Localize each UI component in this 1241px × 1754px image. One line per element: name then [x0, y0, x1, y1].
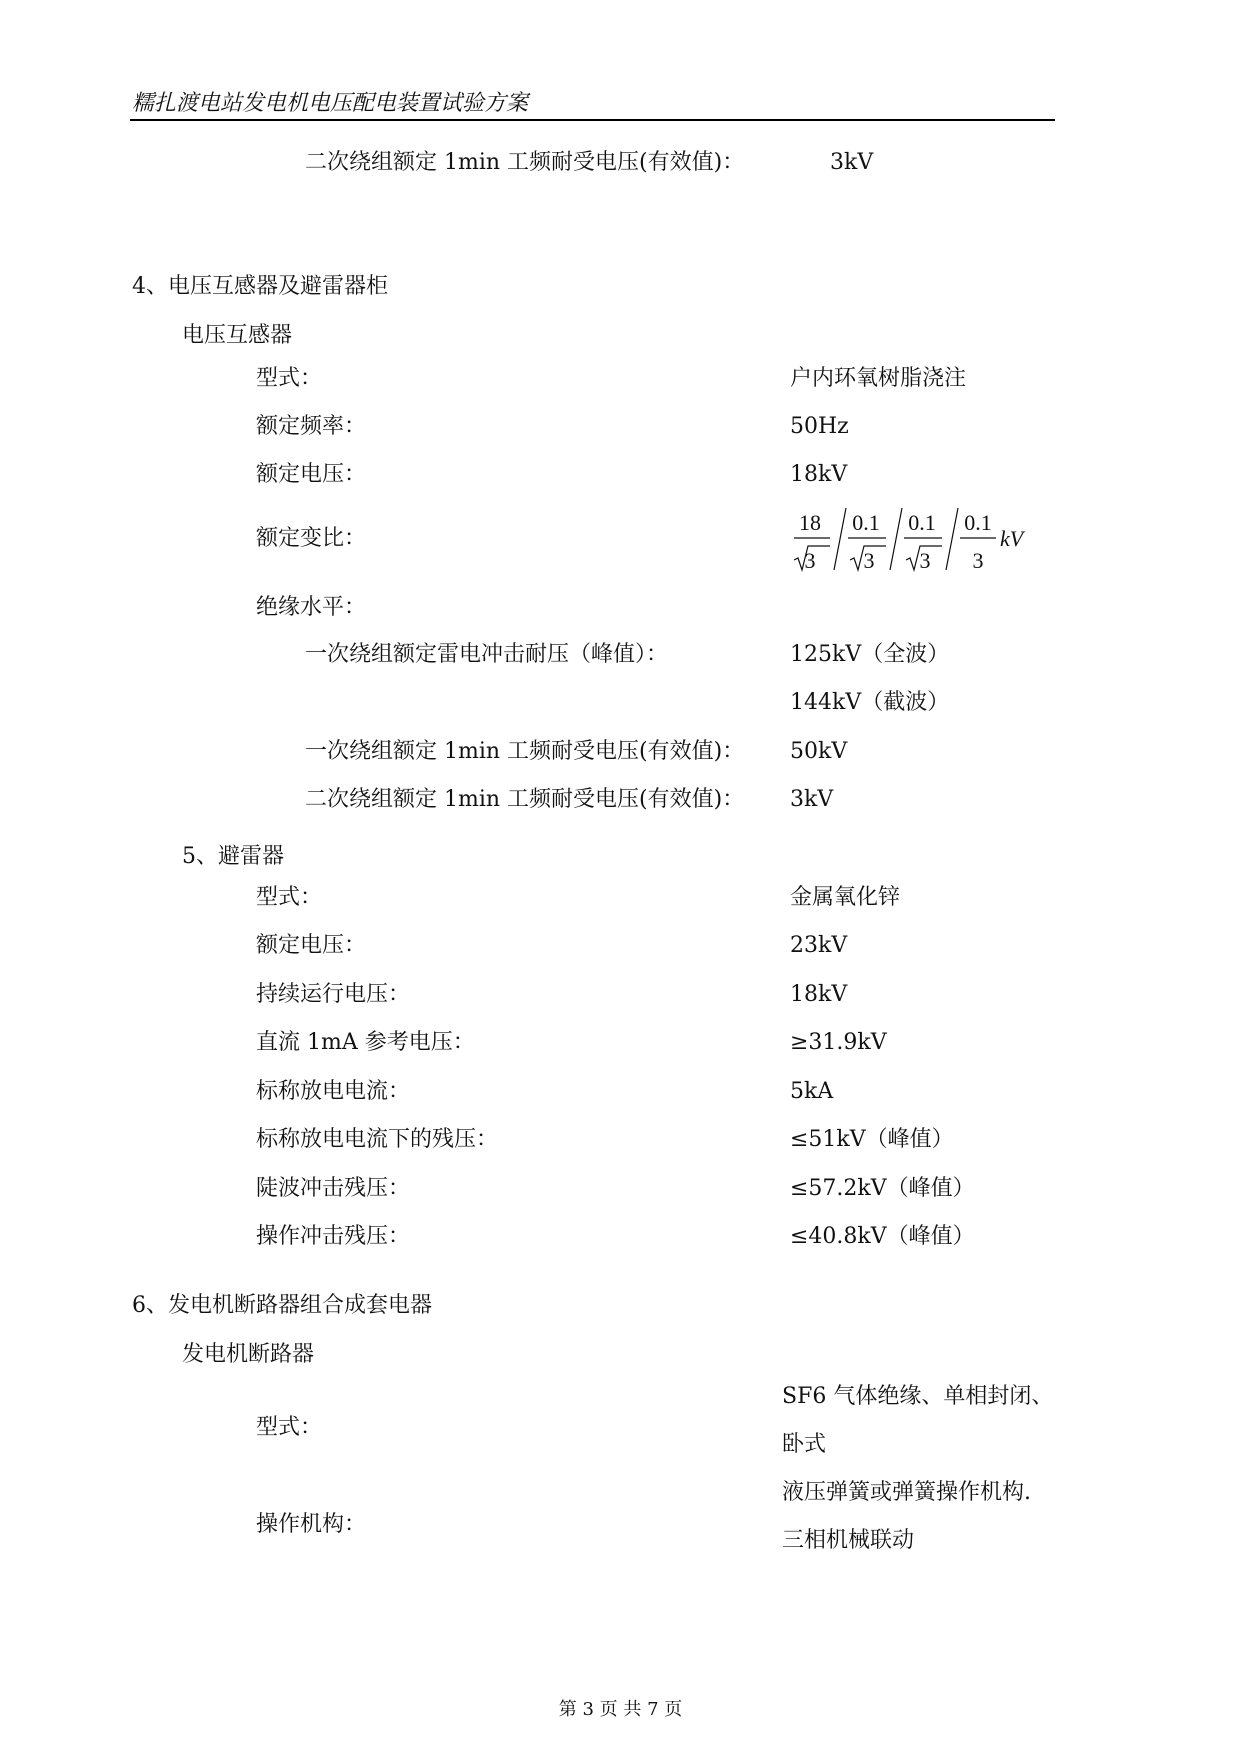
vt-type-value: 户内环氧树脂浇注: [790, 366, 967, 391]
arrester-row-label: 直流 1mA 参考电压：: [256, 1030, 475, 1055]
vt-lightning-label: 一次绕组额定雷电冲击耐压（峰值）：: [305, 642, 669, 667]
vt-lightning-chopped-value: 144kV（截波）: [790, 690, 950, 715]
svg-text:3: 3: [804, 548, 816, 573]
ratio-denominator-4: 3: [972, 548, 984, 573]
section-6-heading: 6、发电机断路器组合成套电器: [132, 1293, 432, 1318]
arrester-row-label: 陡波冲击残压：: [256, 1176, 411, 1201]
arrester-row-value: 23kV: [790, 933, 848, 958]
svg-text:3: 3: [863, 548, 875, 573]
breaker-type-value-line1: SF6 气体绝缘、单相封闭、: [782, 1384, 1054, 1409]
page-footer: 第 3 页 共 7 页: [558, 1699, 683, 1720]
ratio-numerator-1: 18: [799, 510, 821, 535]
ratio-numerator-4: 0.1: [964, 510, 992, 535]
section-4-heading: 4、电压互感器及避雷器柜: [132, 274, 388, 299]
ratio-slash: [890, 508, 902, 570]
breaker-type-value-line2: 卧式: [782, 1432, 827, 1457]
arrester-row-label: 操作冲击残压：: [256, 1224, 411, 1249]
arrester-row-value: ≤57.2kV（峰值）: [790, 1176, 975, 1201]
ratio-numerator-2: 0.1: [852, 510, 880, 535]
vt-voltage-value: 18kV: [790, 462, 848, 487]
ratio-slash: [834, 508, 846, 570]
vt-type-label: 型式：: [256, 366, 323, 391]
arrester-row-label: 型式：: [256, 885, 323, 910]
arrester-row-value: 金属氧化锌: [790, 885, 901, 910]
vt-frequency-label: 额定频率：: [256, 414, 367, 439]
arrester-row-value: 5kA: [790, 1079, 834, 1104]
section-5-heading: 5、避雷器: [182, 844, 284, 869]
breaker-mechanism-value-line2: 三相机械联动: [782, 1528, 915, 1553]
arrester-row-label: 标称放电电流：: [256, 1079, 411, 1104]
arrester-row-label: 标称放电电流下的残压：: [256, 1127, 499, 1152]
vt-ratio-formula: [790, 502, 1030, 582]
svg-text:3: 3: [919, 548, 931, 573]
vt-ratio-label: 额定变比：: [256, 526, 367, 551]
vt-lightning-full-value: 125kV（全波）: [790, 642, 950, 667]
vt-insulation-label: 绝缘水平：: [256, 595, 367, 620]
section-4-subheading: 电压互感器: [182, 323, 293, 348]
vt-frequency-value: 50Hz: [790, 414, 849, 439]
vt-primary-withstand-label: 一次绕组额定 1min 工频耐受电压(有效值)：: [305, 739, 745, 764]
document-header-title: 糯扎渡电站发电机电压配电装置试验方案: [132, 91, 529, 116]
top-value: 3kV: [830, 150, 874, 175]
vt-voltage-label: 额定电压：: [256, 462, 367, 487]
arrester-row-label: 持续运行电压：: [256, 982, 411, 1007]
ratio-slash: [946, 508, 958, 570]
arrester-row-value: ≤40.8kV（峰值）: [790, 1224, 975, 1249]
arrester-row-value: ≥31.9kV: [790, 1030, 887, 1055]
section-6-subheading: 发电机断路器: [182, 1342, 315, 1367]
breaker-type-label: 型式：: [256, 1415, 323, 1440]
header-rule: [130, 119, 1055, 121]
arrester-row-value: ≤51kV（峰值）: [790, 1127, 954, 1152]
ratio-numerator-3: 0.1: [908, 510, 936, 535]
top-label: 二次绕组额定 1min 工频耐受电压(有效值)：: [305, 150, 745, 175]
vt-primary-withstand-value: 50kV: [790, 739, 848, 764]
breaker-mechanism-value-line1: 液压弹簧或弹簧操作机构.: [782, 1480, 1031, 1505]
arrester-row-label: 额定电压：: [256, 933, 367, 958]
ratio-unit: kV: [1000, 526, 1024, 551]
vt-secondary-withstand-label: 二次绕组额定 1min 工频耐受电压(有效值)：: [305, 787, 745, 812]
arrester-row-value: 18kV: [790, 982, 848, 1007]
vt-secondary-withstand-value: 3kV: [790, 787, 834, 812]
breaker-mechanism-label: 操作机构：: [256, 1512, 367, 1537]
